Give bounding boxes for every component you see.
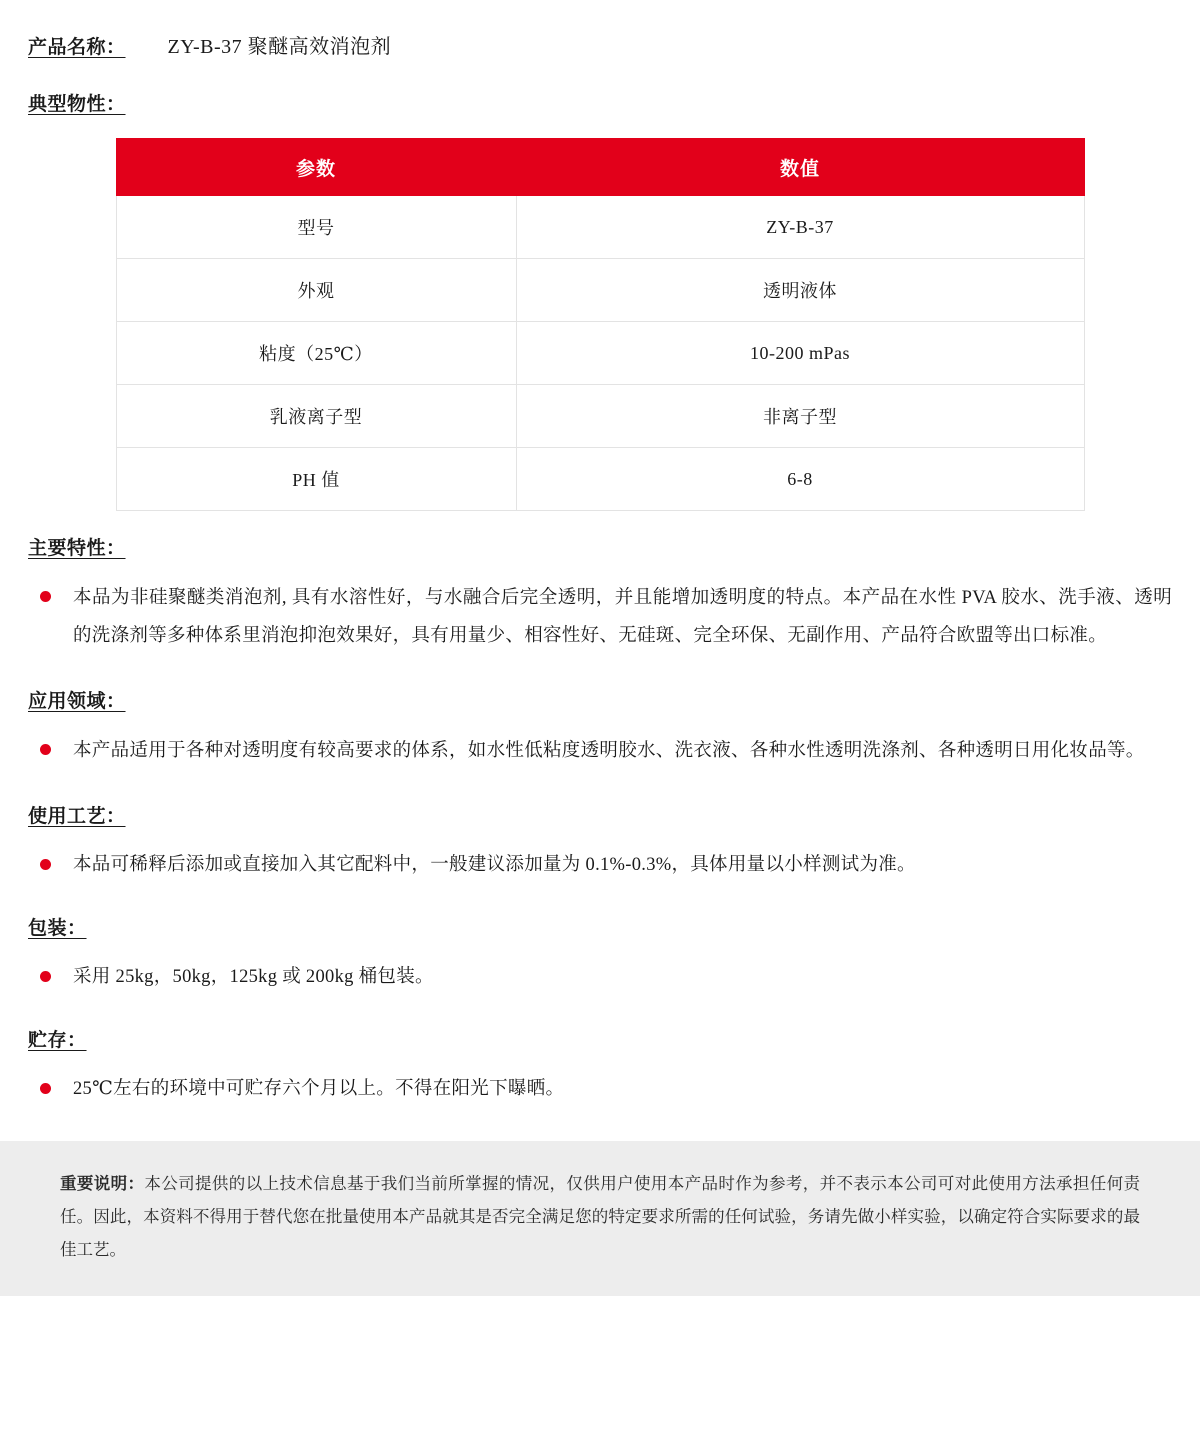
cell-value: 非离子型: [516, 385, 1084, 448]
table-header-row: [116, 139, 1084, 196]
features-label: 主要特性：: [28, 538, 126, 559]
cell-value: 10-200 mPas: [516, 322, 1084, 385]
cell-parameter: 型号: [116, 196, 516, 259]
column-header-value: 数值: [516, 139, 1084, 196]
storage-bullet: [28, 1072, 1172, 1107]
bullet-dot-icon: [40, 591, 51, 602]
cell-value: ZY-B-37: [516, 196, 1084, 259]
process-label: 使用工艺：: [28, 805, 126, 827]
product-name-row: [28, 30, 1172, 59]
important-note: [0, 1141, 1200, 1296]
column-header-parameter: 参数: [116, 139, 516, 196]
application-text: 本产品适用于各种对透明度有较高要求的体系，如水性低粘度透明胶水、洗衣液、各种水性透明洗涤剂、各种透明日用化妆品等。: [73, 740, 1145, 761]
cell-parameter: 乳液离子型: [116, 385, 516, 448]
cell-value: 透明液体: [516, 259, 1084, 322]
packaging-bullet: [28, 960, 1172, 995]
features-bullet: [28, 580, 1172, 656]
cell-parameter: 粘度（25℃）: [116, 322, 516, 385]
storage-label: 贮存：: [28, 1030, 87, 1052]
cell-value: 6-8: [516, 448, 1084, 511]
spec-table-wrapper: [28, 138, 1172, 511]
product-name-value: ZY-B-37 聚醚高效消泡剂: [167, 36, 392, 58]
process-bullet: [28, 848, 1172, 883]
bullet-dot-icon: [40, 859, 51, 870]
typical-properties-label: 典型物性：: [28, 94, 126, 115]
application-bullet: [28, 733, 1172, 771]
packaging-text: 采用 25kg，50kg，125kg 或 200kg 桶包装。: [73, 966, 434, 987]
bullet-dot-icon: [40, 971, 51, 982]
important-note-text: 本公司提供的以上技术信息基于我们当前所掌握的情况，仅供用户使用本产品时作为参考，并不表示本公司可对此使用方法承担任何责任。因此，本资料不得用于替代您在批量使用本产品就其是否完全满足您的特定要求所需的任何试验，务请先做小样实验，以确定符合实际要求的最佳工艺。: [60, 1174, 1141, 1260]
application-heading: [28, 686, 1172, 713]
cell-parameter: 外观: [116, 259, 516, 322]
cell-parameter: PH 值: [116, 448, 516, 511]
features-heading: [28, 533, 1172, 560]
bullet-dot-icon: [40, 1083, 51, 1094]
bullet-dot-icon: [40, 744, 51, 755]
process-text: 本品可稀释后添加或直接加入其它配料中，一般建议添加量为 0.1%-0.3%，具体用量以小样测试为准。: [73, 854, 916, 875]
storage-heading: [28, 1025, 1172, 1052]
table-row: [116, 448, 1084, 511]
storage-text: 25℃左右的环境中可贮存六个月以上。不得在阳光下曝晒。: [73, 1079, 565, 1100]
table-row: [116, 322, 1084, 385]
product-name-label: 产品名称：: [28, 37, 126, 58]
table-row: [116, 385, 1084, 448]
table-row: [116, 259, 1084, 322]
features-text: 本品为非硅聚醚类消泡剂, 具有水溶性好，与水融合后完全透明，并且能增加透明度的特点。本产品在水性 PVA 胶水、洗手液、透明的洗涤剂等多种体系里消泡抑泡效果好，具有用量少、相容性好、无硅斑、完全环保、无副作用、产品符合欧盟等出口标准。: [73, 588, 1172, 646]
important-note-label: 重要说明：: [60, 1174, 145, 1194]
packaging-label: 包装：: [28, 917, 87, 939]
spec-table: [116, 138, 1085, 511]
process-heading: [28, 801, 1172, 828]
table-row: [116, 196, 1084, 259]
packaging-heading: [28, 913, 1172, 940]
typical-properties-heading: [28, 89, 1172, 116]
application-label: 应用领域：: [28, 690, 126, 712]
